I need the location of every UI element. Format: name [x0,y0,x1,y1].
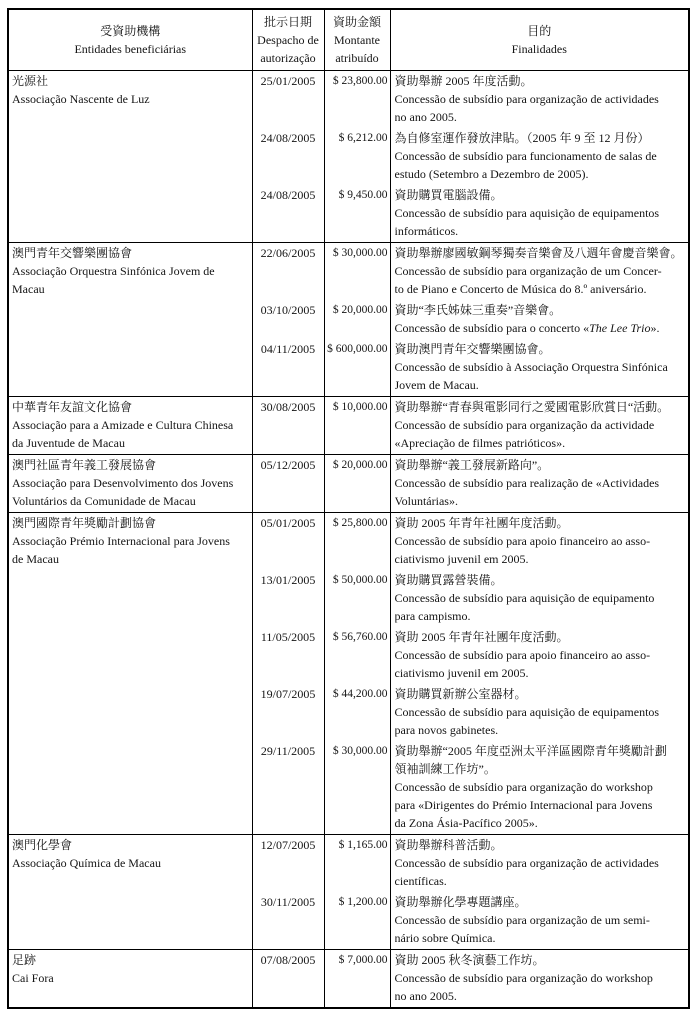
purpose-line: 資助“李氏姊妹三重奏”音樂會。 [394,303,562,317]
purpose-line: 資助舉辦科普活動。 [394,838,503,852]
purpose-cell [390,627,689,684]
grant-row [8,71,689,129]
beneficiary-name-line: Associação Nascente de Luz [12,92,150,106]
beneficiary-name-cell [8,950,252,1009]
purpose-line: para campismo. [394,609,471,623]
purpose-line: 領袖訓練工作坊”。 [394,762,496,776]
beneficiary-name-line: Voluntários da Comunidade de Macau [12,494,196,508]
purpose-cell [390,339,689,397]
purpose-line: Concessão de subsídio para aquisição de equipamento [394,591,655,605]
beneficiary-name-cell [8,243,252,397]
purpose-line: Concessão de subsídio para apoio financeiro ao asso- [394,648,651,662]
purpose-line: Concessão de subsídio para funcionamento de salas de [394,149,657,163]
authorization-date: 30/11/2005 [260,895,316,909]
purpose-line: 資助舉辦“青春與電影同行之愛國電影欣賞日“活動。 [394,400,670,414]
purpose-cell [390,835,689,893]
header-purpose-pt: Finalidades [511,42,567,56]
beneficiary-name-line: Associação Prémio Internacional para Jovens [12,534,230,548]
amount-cell [324,455,390,513]
header-amount-pt-2: atribuído [335,51,379,65]
beneficiary-name-line: 澳門國際青年獎勵計劃協會 [12,516,157,530]
beneficiary-name-line: Associação para a Amizade e Cultura Chinesa [12,418,234,432]
purpose-line: Concessão de subsídio para organização de um semi- [394,913,650,927]
purpose-line: Concessão de subsídio para organização de actividades [394,92,659,106]
beneficiary-name-line: 澳門化學會 [12,838,73,852]
amount-cell [324,684,390,741]
header-amount [324,9,390,71]
authorization-date: 22/06/2005 [260,246,316,260]
header-beneficiary [8,9,252,71]
header-amount-zh: 資助金額 [332,15,381,29]
purpose-line: Concessão de subsídio para organização do workshop [394,971,653,985]
purpose-line: ciativismo juvenil em 2005. [394,552,529,566]
authorization-date-cell [252,684,324,741]
authorization-date: 05/01/2005 [260,516,316,530]
purpose-line: Concessão de subsídio para aquisição de equipamentos [394,206,660,220]
beneficiary-name-line: 光源社 [12,74,49,88]
authorization-date: 12/07/2005 [260,838,316,852]
purpose-line: científicas. [394,874,447,888]
grant-row [8,397,689,455]
purpose-cell [390,950,689,1009]
purpose-line: no ano 2005. [394,110,457,124]
purpose-line: 資助舉辦化學專題講座。 [394,895,527,909]
authorization-date-cell [252,741,324,835]
authorization-date-cell [252,835,324,893]
authorization-date-cell [252,71,324,129]
purpose-line: para novos gabinetes. [394,723,499,737]
grant-row [8,513,689,571]
purpose-cell [390,397,689,455]
purpose-line: Concessão de subsídio à Associação Orquestra Sinfónica [394,360,668,374]
purpose-line: 資助 2005 年青年社團年度活動。 [394,516,569,530]
purpose-line: «Apreciação de filmes patrióticos». [394,436,566,450]
authorization-date: 05/12/2005 [260,458,316,472]
amount-cell [324,71,390,129]
purpose-line: nário sobre Química. [394,931,496,945]
purpose-line: 資助舉辦“義工發展新路向”。 [394,458,550,472]
purpose-line: no ano 2005. [394,989,457,1003]
amount-value: $ 30,000.00 [332,247,388,259]
authorization-date: 13/01/2005 [260,573,316,587]
amount-value: $ 6,212.00 [338,132,388,144]
amount-cell [324,627,390,684]
amount-cell [324,950,390,1009]
purpose-line: 資助澳門青年交響樂團協會。 [394,342,551,356]
amount-value: $ 56,760.00 [332,631,388,643]
authorization-date-cell [252,300,324,339]
beneficiary-name-cell [8,513,252,835]
purpose-cell [390,71,689,129]
beneficiary-name-line: Associação Orquestra Sinfónica Jovem de [12,264,215,278]
beneficiary-name-line: Macau [12,282,45,296]
authorization-date: 30/08/2005 [260,400,316,414]
grant-row [8,950,689,1009]
amount-value: $ 7,000.00 [338,954,388,966]
header-row [8,9,689,71]
header-purpose [390,9,689,71]
purpose-line: da Zona Ásia-Pacífico 2005». [394,816,538,830]
authorization-date-cell [252,128,324,185]
table-header [8,9,689,71]
amount-value: $ 600,000.00 [327,343,388,355]
beneficiary-name-cell [8,835,252,950]
authorization-date-cell [252,892,324,950]
purpose-cell [390,892,689,950]
purpose-line: to de Piano e Concerto de Música do 8.º aniversário. [394,282,647,296]
authorization-date-cell [252,950,324,1009]
purpose-cell [390,741,689,835]
authorization-date: 04/11/2005 [260,342,316,356]
beneficiary-name-line: 足跡 [12,953,37,967]
purpose-cell [390,513,689,571]
purpose-line: ciativismo juvenil em 2005. [394,666,529,680]
authorization-date: 24/08/2005 [260,188,316,202]
purpose-line: para «Dirigentes do Prémio Internacional para Jovens [394,798,653,812]
purpose-line: 資助 2005 秋冬演藝工作坊。 [394,953,545,967]
authorization-date-cell [252,570,324,627]
beneficiary-name-line: 澳門社區青年義工發展協會 [12,458,157,472]
purpose-line: Concessão de subsídio para organização do workshop [394,780,653,794]
header-date-zh: 批示日期 [263,15,312,29]
purpose-cell [390,243,689,301]
beneficiary-name-cell [8,455,252,513]
amount-value: $ 25,800.00 [332,517,388,529]
purpose-line: 資助舉辦 2005 年度活動。 [394,74,533,88]
purpose-line: Concessão de subsídio para organização de actividades [394,856,659,870]
amount-value: $ 30,000.00 [332,745,388,757]
amount-value: $ 1,165.00 [338,839,388,851]
purpose-line: Concessão de subsídio para realização de «Actividades [394,476,660,490]
purpose-line: 資助舉辦“2005 年度亞洲太平洋區國際青年獎勵計劃 [394,744,667,758]
purpose-line: Concessão de subsídio para o concerto «The Lee Trio». [394,321,660,335]
authorization-date-cell [252,627,324,684]
authorization-date: 03/10/2005 [260,303,316,317]
purpose-line: Concessão de subsídio para organização da actividade [394,418,655,432]
amount-cell [324,128,390,185]
authorization-date: 29/11/2005 [260,744,316,758]
amount-value: $ 10,000.00 [332,401,388,413]
amount-cell [324,741,390,835]
purpose-cell [390,185,689,243]
amount-cell [324,397,390,455]
authorization-date-cell [252,513,324,571]
purpose-line: Concessão de subsídio para apoio financeiro ao asso- [394,534,651,548]
beneficiary-name-line: da Juventude de Macau [12,436,125,450]
purpose-line: informáticos. [394,224,459,238]
amount-cell [324,892,390,950]
purpose-line: Jovem de Macau. [394,378,479,392]
header-amount-pt-1: Montante [334,33,380,47]
amount-value: $ 9,450.00 [338,189,388,201]
purpose-line: 資助購買露營裝備。 [394,573,503,587]
beneficiary-name-line: Cai Fora [12,971,54,985]
header-date-pt-2: autorização [260,51,316,65]
purpose-line: Concessão de subsídio para organização de um Concer- [394,264,662,278]
amount-value: $ 20,000.00 [332,459,388,471]
authorization-date-cell [252,455,324,513]
amount-value: $ 20,000.00 [332,304,388,316]
beneficiary-name-line: de Macau [12,552,59,566]
beneficiary-name-line: 中華青年友誼文化協會 [12,400,133,414]
purpose-line: Voluntárias». [394,494,458,508]
purpose-line: 為自修室運作發放津貼。（2005 年 9 至 12 月份） [394,131,650,145]
authorization-date: 07/08/2005 [260,953,316,967]
amount-cell [324,513,390,571]
amount-cell [324,570,390,627]
purpose-line: Concessão de subsídio para aquisição de equipamentos [394,705,660,719]
authorization-date: 11/05/2005 [260,630,316,644]
authorization-date-cell [252,185,324,243]
authorization-date-cell [252,339,324,397]
purpose-line: 資助購買新辦公室器材。 [394,687,527,701]
amount-value: $ 44,200.00 [332,688,388,700]
authorization-date: 25/01/2005 [260,74,316,88]
header-purpose-zh: 目的 [527,24,552,38]
amount-value: $ 50,000.00 [332,574,388,586]
purpose-cell [390,570,689,627]
purpose-cell [390,684,689,741]
beneficiary-name-line: Associação para Desenvolvimento dos Jovens [12,476,234,490]
authorization-date-cell [252,243,324,301]
purpose-line: 資助 2005 年青年社團年度活動。 [394,630,569,644]
amount-cell [324,243,390,301]
purpose-cell [390,300,689,339]
amount-cell [324,300,390,339]
amount-value: $ 1,200.00 [338,896,388,908]
beneficiary-name-line: Associação Química de Macau [12,856,161,870]
amount-value: $ 23,800.00 [332,75,388,87]
beneficiary-name-cell [8,397,252,455]
purpose-line: 資助購買電腦設備。 [394,188,503,202]
grant-row [8,835,689,893]
amount-cell [324,835,390,893]
purpose-line: estudo (Setembro a Dezembro de 2005). [394,167,589,181]
amount-cell [324,185,390,243]
header-beneficiary-pt: Entidades beneficiárias [74,42,187,56]
purpose-line: 資助舉辦廖國敏鋼琴獨奏音樂會及八週年會慶音樂會。 [394,246,683,260]
beneficiary-name-cell [8,71,252,243]
header-date [252,9,324,71]
grant-row [8,243,689,301]
header-beneficiary-zh: 受資助機構 [100,24,161,38]
beneficiary-name-line: 澳門青年交響樂團協會 [12,246,133,260]
purpose-cell [390,128,689,185]
subsidy-table [7,8,690,1009]
header-date-pt-1: Despacho de [257,33,319,47]
table-body [8,71,689,1009]
authorization-date: 19/07/2005 [260,687,316,701]
amount-cell [324,339,390,397]
authorization-date-cell [252,397,324,455]
purpose-cell [390,455,689,513]
authorization-date: 24/08/2005 [260,131,316,145]
grant-row [8,455,689,513]
